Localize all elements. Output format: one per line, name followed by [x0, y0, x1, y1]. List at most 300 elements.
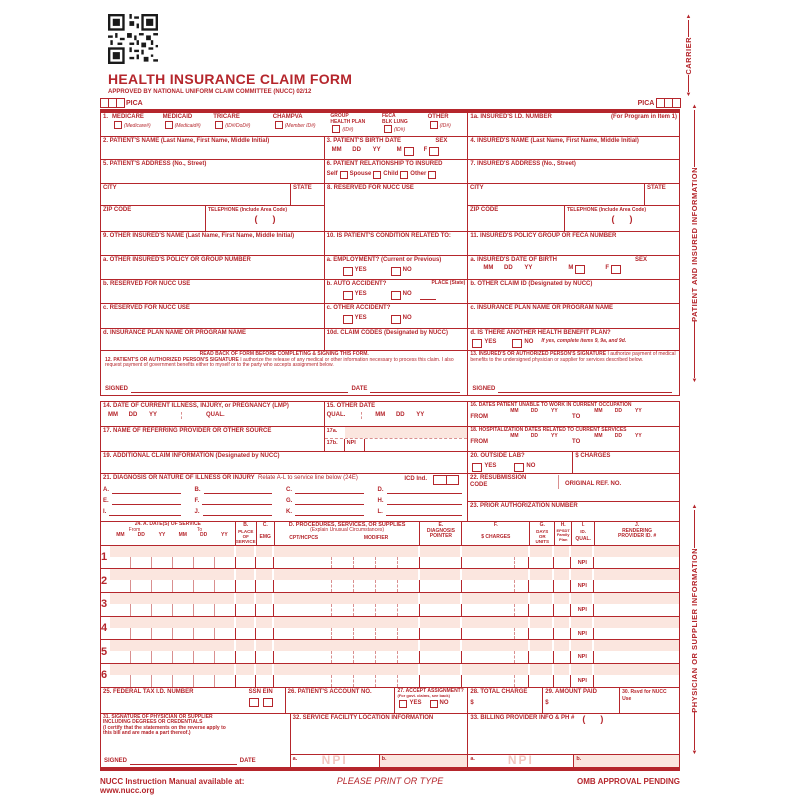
- place-state-label: PLACE (State): [431, 280, 466, 286]
- to-mdy: MM DD YY: [594, 407, 642, 414]
- box-1-insurance-type[interactable]: [101, 113, 468, 137]
- box-30-label: 30. Rsvd for NUCC Use: [622, 688, 667, 702]
- box-1a-label: 1a. INSURED'S I.D. NUMBER: [470, 114, 552, 120]
- service-line-shaded-half: [101, 664, 679, 675]
- diag-j: J.: [194, 508, 200, 515]
- box-10-condition: [325, 232, 469, 256]
- service-lines: [100, 546, 680, 688]
- service-line-shaded-half: [101, 546, 679, 557]
- box-11c-plan-name[interactable]: [468, 304, 680, 329]
- icd-ind-label: ICD Ind.: [404, 476, 427, 482]
- checkbox-10b-yes[interactable]: [343, 291, 353, 300]
- box-25-federal-tax-id[interactable]: [101, 688, 286, 714]
- physician-signature-line[interactable]: [130, 758, 237, 765]
- zip-label: ZIP CODE: [470, 207, 499, 213]
- box-9d-plan-name[interactable]: [101, 329, 325, 351]
- box-21-diagnosis: [101, 474, 468, 522]
- a-label: a.: [292, 755, 298, 762]
- box-9-label: 9. OTHER INSURED'S NAME (Last Name, First Name, Middle Initial): [103, 233, 295, 239]
- box-4-label: 4. INSURED'S NAME (Last Name, First Name, Middle Initial): [470, 138, 639, 144]
- service-line-shaded-half: [101, 640, 679, 651]
- pica-left: [100, 98, 143, 108]
- box-9-other-insured-name[interactable]: [101, 232, 325, 256]
- box-16-unable-to-work[interactable]: [468, 402, 680, 427]
- patient-zip-field[interactable]: [101, 206, 206, 232]
- checkbox-20-yes[interactable]: [472, 463, 482, 472]
- diag-a-line[interactable]: [112, 487, 181, 494]
- box-7-label: 7. INSURED'S ADDRESS (No., Street): [470, 161, 576, 167]
- box-15-other-date[interactable]: [325, 402, 469, 427]
- rel-other-label: Other: [410, 170, 427, 177]
- box-3-birth-date-sex[interactable]: [325, 137, 469, 160]
- checkbox-20-no[interactable]: [514, 463, 524, 472]
- dollar-sign: $: [545, 699, 549, 706]
- checkbox-feca[interactable]: [384, 125, 392, 133]
- date-label: DATE: [239, 757, 256, 764]
- service-line-number: 1: [101, 551, 108, 564]
- box-14-current-illness-date[interactable]: [101, 402, 325, 427]
- box-7-insured-address[interactable]: [468, 160, 680, 184]
- box-27-note: (For govt. claims, see back): [397, 693, 450, 699]
- service-line-entry-half[interactable]: [101, 557, 679, 569]
- box-31-physician-signature: [101, 714, 291, 768]
- diag-g-line[interactable]: [295, 498, 363, 505]
- place-state-line[interactable]: [420, 291, 436, 300]
- phone-parens: ( ): [611, 213, 633, 224]
- signed-label: SIGNED: [472, 386, 496, 392]
- service-line[interactable]: [101, 640, 679, 664]
- insured-phone-field[interactable]: [565, 206, 680, 232]
- box-22-code-label: CODE: [470, 481, 488, 488]
- plan-group-label2: HEALTH PLAN: [330, 118, 366, 125]
- city-label: CITY: [103, 185, 117, 191]
- col-e-diagnosis-pointer: E. DIAGNOSIS POINTER: [420, 522, 462, 546]
- service-line-shaded-half: [101, 617, 679, 628]
- box-33-billing-provider[interactable]: [468, 714, 680, 768]
- box-5-patient-address[interactable]: [101, 160, 325, 184]
- box-22-label: 22. RESUBMISSION: [470, 475, 527, 481]
- qr-code: [108, 14, 680, 69]
- box-33b-field[interactable]: [574, 755, 679, 767]
- service-line-entry-half[interactable]: [101, 628, 679, 640]
- box-21-label: 21. DIAGNOSIS OR NATURE OF ILLNESS OR INJURY: [103, 475, 255, 481]
- icd-ind-box[interactable]: [433, 475, 459, 485]
- box-17-referring-provider[interactable]: [101, 427, 325, 452]
- box-11a-insured-birth[interactable]: [468, 256, 680, 280]
- yes-label: YES: [354, 290, 367, 297]
- phone-parens: ( ): [582, 713, 604, 724]
- checkbox-champva[interactable]: [275, 121, 283, 129]
- service-line[interactable]: [101, 617, 679, 641]
- checkbox-medicaid[interactable]: [165, 121, 173, 129]
- checkbox-rel-spouse[interactable]: [373, 171, 381, 179]
- physician-supplier-margin: [690, 504, 699, 756]
- service-line[interactable]: [101, 593, 679, 617]
- diag-e-line[interactable]: [112, 498, 181, 505]
- box-11c-label: c. INSURANCE PLAN NAME OR PROGRAM NAME: [470, 305, 614, 311]
- arrow-down-icon: ▼: [691, 750, 698, 757]
- npi-label: NPI: [577, 583, 587, 590]
- carrier-margin: [684, 14, 693, 98]
- diag-i: I.: [103, 508, 107, 515]
- box-11b-other-claim-id[interactable]: [468, 280, 680, 304]
- box-2-patient-name[interactable]: [101, 137, 325, 160]
- col-c-emg: C. EMG: [257, 522, 275, 546]
- patient-city-field[interactable]: [101, 184, 291, 206]
- col-j-rendering-provider: J. RENDERING PROVIDER ID. #: [595, 522, 680, 546]
- box-22-original-ref[interactable]: [558, 475, 677, 489]
- omb-approval-note: OMB APPROVAL PENDING: [577, 776, 680, 786]
- box-11a-label: a. INSURED'S DATE OF BIRTH: [470, 257, 558, 263]
- box-1a-note: (For Program in Item 1): [610, 114, 677, 120]
- box-10a-employment: [325, 256, 469, 280]
- box-8-reserved[interactable]: [325, 184, 468, 232]
- box-17a-field[interactable]: [345, 427, 468, 438]
- diag-b-line[interactable]: [204, 487, 273, 494]
- pica-label: PICA: [125, 99, 143, 107]
- checkbox-rel-child[interactable]: [400, 171, 408, 179]
- plan-feca-sub: (ID#): [393, 127, 406, 133]
- box-11-policy-group[interactable]: [468, 232, 680, 256]
- yes-label: YES: [484, 338, 497, 345]
- box-27-accept-assignment: [395, 688, 468, 714]
- box-21-note: Relate A-L to service line below (24E): [258, 475, 358, 481]
- box-31-cert-text: (I certify that the statements on the reverse apply to this bill and are made a part thereof.): [103, 724, 226, 737]
- box-20-outside-lab: [468, 452, 680, 474]
- dates-of-service-label: DATE(S) OF SERVICE: [149, 522, 201, 527]
- service-line-entry-half[interactable]: [101, 604, 679, 616]
- margin-line: [694, 321, 695, 378]
- checkbox-group-health[interactable]: [332, 125, 340, 133]
- diag-i-line[interactable]: [109, 509, 180, 516]
- col-g-days-units: G. DAYS OR UNITS: [530, 522, 555, 546]
- diag-h-line[interactable]: [387, 498, 463, 505]
- diag-j-line[interactable]: [203, 509, 272, 516]
- patient-state-field[interactable]: [291, 184, 325, 206]
- box-10b-label: b. AUTO ACCIDENT?: [326, 281, 387, 287]
- col-f-charges: F. $ CHARGES: [462, 522, 530, 546]
- box-9b-reserved[interactable]: [101, 280, 325, 304]
- box-10c-other-accident: [325, 304, 469, 329]
- plan-medicaid-label: MEDICAID: [162, 114, 193, 120]
- signed-label: SIGNED: [105, 386, 129, 392]
- checkbox-11a-f[interactable]: [611, 265, 621, 274]
- box-10d-claim-codes[interactable]: [325, 329, 469, 351]
- box-9d-label: d. INSURANCE PLAN NAME OR PROGRAM NAME: [103, 330, 247, 336]
- patient-signature-line[interactable]: [131, 386, 348, 393]
- box-23-label: 23. PRIOR AUTHORIZATION NUMBER: [470, 503, 578, 509]
- box-26-patient-account[interactable]: [286, 688, 396, 714]
- box-17a-label: 17a.: [326, 428, 338, 434]
- margin-line: [694, 712, 695, 750]
- box-19-additional-info[interactable]: [101, 452, 468, 474]
- service-line-number: 6: [101, 669, 108, 682]
- plan-tricare-sub: (ID#/DoD#): [225, 122, 251, 129]
- box-9b-label: b. RESERVED FOR NUCC USE: [103, 281, 191, 287]
- checkbox-ein[interactable]: [263, 698, 273, 707]
- box-10b-auto-accident: [325, 280, 469, 304]
- b-label: b.: [576, 755, 582, 762]
- checkbox-rel-other[interactable]: [428, 171, 436, 179]
- margin-line: [694, 110, 695, 167]
- pica-right: [638, 98, 680, 108]
- arrow-down-icon: ▼: [691, 378, 698, 384]
- date-label: DATE: [351, 386, 368, 392]
- box-1a-insured-id[interactable]: [468, 113, 680, 137]
- plan-medicare-label: MEDICARE: [111, 114, 144, 120]
- patient-insured-margin: [690, 104, 699, 384]
- charges-label: $ CHARGES: [575, 453, 611, 459]
- to-label: TO: [572, 439, 581, 445]
- service-line-shaded-half: [101, 569, 679, 580]
- box-32-label: 32. SERVICE FACILITY LOCATION INFORMATION: [292, 714, 434, 721]
- box-2-label: 2. PATIENT'S NAME (Last Name, First Name, Middle Initial): [103, 138, 270, 144]
- service-line-entry-half[interactable]: [101, 675, 679, 687]
- box-10a-label: a. EMPLOYMENT? (Current or Previous): [326, 257, 442, 263]
- to-label: TO: [572, 414, 581, 420]
- box-32b-field[interactable]: [380, 755, 468, 767]
- service-line[interactable]: [101, 569, 679, 593]
- diag-f: F.: [194, 497, 200, 504]
- checkbox-sex-f[interactable]: [429, 147, 439, 156]
- service-line-number: 3: [101, 598, 108, 611]
- box-28-label: 28. TOTAL CHARGE: [470, 688, 528, 695]
- readback-line: READ BACK OF FORM BEFORE COMPLETING & SIGNING THIS FORM.: [199, 351, 369, 357]
- box-13-insured-signature: [468, 351, 680, 396]
- diag-c: C.: [286, 486, 292, 493]
- checkbox-rel-self[interactable]: [340, 171, 348, 179]
- checkbox-10b-no[interactable]: [391, 291, 401, 300]
- box-29-label: 29. AMOUNT PAID: [545, 688, 597, 695]
- rel-child-label: Child: [383, 170, 399, 177]
- diag-b: B.: [194, 486, 201, 493]
- npi-label: NPI: [577, 677, 587, 684]
- modifier-label: MODIFIER: [363, 534, 389, 541]
- checkbox-ssn[interactable]: [249, 698, 259, 707]
- rel-spouse-label: Spouse: [349, 170, 372, 177]
- box-10-label: 10. IS PATIENT'S CONDITION RELATED TO:: [326, 233, 451, 239]
- plan-group-label: GROUP: [330, 113, 349, 119]
- checkbox-10c-no[interactable]: [391, 315, 401, 324]
- checkbox-medicare[interactable]: [114, 121, 122, 129]
- patient-signature-date-line[interactable]: [370, 386, 460, 393]
- arrow-down-icon: ▼: [685, 92, 692, 99]
- from-mdy: MM DD YY: [510, 432, 558, 439]
- from-label: FROM: [470, 439, 489, 445]
- service-line[interactable]: [101, 546, 679, 570]
- service-line-entry-half[interactable]: [101, 580, 679, 592]
- npi-label: NPI: [577, 654, 587, 661]
- box-18-hospitalization[interactable]: [468, 427, 680, 452]
- dollar-sign: $: [470, 699, 474, 706]
- no-label: NO: [439, 699, 449, 706]
- box-9a-label: a. OTHER INSURED'S POLICY OR GROUP NUMBER: [103, 257, 251, 263]
- box-13-label: 13. INSURED'S OR AUTHORIZED PERSON'S SIGNATURE: [470, 351, 607, 357]
- yes-label: YES: [484, 462, 497, 469]
- service-line-number: 5: [101, 645, 108, 658]
- state-label: STATE: [293, 185, 312, 191]
- npi-watermark: NPI: [507, 752, 534, 767]
- diag-f-line[interactable]: [202, 498, 272, 505]
- plan-champva-sub: (Member ID#): [284, 122, 316, 129]
- box-6-relationship[interactable]: [325, 160, 469, 184]
- diag-l-line[interactable]: [386, 509, 462, 516]
- yes-label: YES: [354, 314, 367, 321]
- no-label: NO: [526, 462, 536, 469]
- margin-line: [688, 75, 689, 92]
- original-ref-label: ORIGINAL REF. NO.: [565, 481, 622, 487]
- service-line-number: 4: [101, 622, 108, 635]
- box-17-label: 17. NAME OF REFERRING PROVIDER OR OTHER SOURCE: [103, 428, 272, 434]
- no-label: NO: [402, 290, 412, 297]
- to-col-label: To: [196, 526, 203, 533]
- checkbox-10a-yes[interactable]: [343, 267, 353, 276]
- box-12-patient-signature: [101, 351, 468, 396]
- sex-label: SEX: [634, 257, 647, 263]
- checkbox-27-no[interactable]: [430, 700, 438, 708]
- a-label: a.: [470, 755, 475, 762]
- box-11d-other-plan: [468, 329, 680, 351]
- plan-group-sub: (ID#): [342, 127, 354, 133]
- insured-zip-field[interactable]: [468, 206, 565, 232]
- box-12-text: I authorize the release of any medical or other information necessary to process this claim. I also request payment of government benefits either to myself or to the party who accepts assignment below.: [105, 356, 454, 368]
- checkbox-11d-no[interactable]: [512, 339, 522, 348]
- box-4-insured-name[interactable]: [468, 137, 680, 160]
- box-32-service-facility[interactable]: [291, 714, 469, 768]
- checkbox-other[interactable]: [430, 121, 438, 129]
- col-h-epsdt: H. EPSDT Family Plan: [555, 522, 572, 546]
- diag-a: A.: [103, 486, 109, 493]
- box-30-rsvd-nucc[interactable]: [620, 688, 680, 714]
- diag-k: K.: [286, 508, 292, 515]
- cpt-hcpcs-label: CPT/HCPCS: [289, 534, 319, 541]
- margin-line: [688, 20, 689, 37]
- box-22-resubmission[interactable]: [468, 474, 680, 502]
- service-table-header: [100, 522, 680, 546]
- service-line[interactable]: [101, 664, 679, 688]
- box-27-label: 27. ACCEPT ASSIGNMENT?: [397, 687, 464, 694]
- telephone-label: TELEPHONE (Include Area Code): [208, 207, 287, 213]
- physician-supplier-label: PHYSICIAN OR SUPPLIER INFORMATION: [690, 547, 699, 713]
- checkbox-11d-yes[interactable]: [472, 339, 482, 348]
- plan-feca-label2: BLK LUNG: [381, 118, 408, 125]
- box-31-label: 31. SIGNATURE OF PHYSICIAN OR SUPPLIER INCLUDING DEGREES OR CREDENTIALS: [103, 713, 213, 726]
- b-label: b.: [381, 755, 387, 762]
- zip-label: ZIP CODE: [103, 207, 132, 213]
- box-17b-label: 17b.: [325, 439, 345, 451]
- diag-d-line[interactable]: [387, 487, 463, 494]
- diag-c-line[interactable]: [295, 487, 364, 494]
- insured-signature-line[interactable]: [498, 386, 672, 393]
- qual-label: QUAL.: [326, 411, 346, 418]
- checkbox-sex-m[interactable]: [404, 147, 414, 156]
- box-28-total-charge[interactable]: [468, 688, 543, 714]
- no-label: NO: [402, 314, 412, 321]
- box-6-label: 6. PATIENT RELATIONSHIP TO INSURED: [326, 161, 443, 167]
- qual-label: QUAL.: [181, 412, 225, 419]
- pica-box[interactable]: [116, 98, 125, 108]
- checkbox-11a-m[interactable]: [575, 265, 585, 274]
- box-25-label: 25. FEDERAL TAX I.D. NUMBER: [103, 688, 194, 695]
- telephone-label: TELEPHONE (Include Area Code): [567, 207, 646, 213]
- box-9c-label: c. RESERVED FOR NUCC USE: [103, 305, 190, 311]
- city-label: CITY: [470, 185, 484, 191]
- checkbox-27-yes[interactable]: [399, 700, 407, 708]
- insured-city-field[interactable]: [468, 184, 645, 206]
- col-d-procedures: D. PROCEDURES, SERVICES, OR SUPPLIES (Explain Unusual Circumstances) CPT/HCPCS MODIFIER: [275, 522, 421, 546]
- box-8-label: 8. RESERVED FOR NUCC USE: [327, 185, 414, 191]
- box-16-label: 16. DATES PATIENT UNABLE TO WORK IN CURRENT OCCUPATION: [470, 402, 632, 408]
- ein-label: EIN: [262, 688, 273, 695]
- to-mdy: MM DD YY: [594, 432, 642, 439]
- box-20-label: 20. OUTSIDE LAB?: [470, 453, 525, 459]
- form-title: HEALTH INSURANCE CLAIM FORM: [108, 71, 353, 87]
- patient-phone-field[interactable]: [206, 206, 325, 232]
- arrow-up-icon: ▲: [691, 104, 698, 110]
- insured-state-field[interactable]: [645, 184, 680, 206]
- diag-k-line[interactable]: [295, 509, 364, 516]
- diag-g: G.: [286, 497, 293, 504]
- npi-label: NPI: [345, 439, 365, 451]
- arrow-up-icon: ▲: [685, 14, 692, 20]
- arrow-up-icon: ▲: [691, 504, 698, 510]
- box-24a-number: 24. A.: [134, 522, 149, 527]
- from-label: FROM: [470, 414, 489, 420]
- diag-h: H.: [377, 497, 384, 504]
- npi-label: NPI: [577, 630, 587, 637]
- box-33a-npi-field[interactable]: [468, 752, 574, 767]
- from-mdy: MM DD YY: [510, 407, 558, 414]
- box-11b-label: b. OTHER CLAIM ID (Designated by NUCC): [470, 281, 593, 287]
- box-9a-policy-number[interactable]: [101, 256, 325, 280]
- illness-mdy: MM DD YY: [108, 411, 157, 418]
- box-23-prior-auth[interactable]: [468, 502, 680, 522]
- insured-birth-mdy: MM DD YY: [483, 264, 533, 271]
- date-subheaders: MM DD YY MM DD YY: [116, 532, 228, 539]
- sex-f-label: F: [605, 264, 610, 271]
- nucc-manual-note: NUCC Instruction Manual available at: www.nucc.org: [100, 776, 245, 795]
- npi-label: NPI: [577, 559, 587, 566]
- checkbox-tricare[interactable]: [215, 121, 223, 129]
- service-line-entry-half[interactable]: [101, 651, 679, 663]
- box-17b-field[interactable]: [365, 439, 468, 451]
- sex-m-label: M: [568, 264, 574, 271]
- pica-box[interactable]: [672, 98, 681, 108]
- checkbox-10c-yes[interactable]: [343, 315, 353, 324]
- rel-self-label: Self: [326, 170, 338, 177]
- service-line-shaded-half: [101, 593, 679, 604]
- checkbox-10a-no[interactable]: [391, 267, 401, 276]
- box-13-text: I authorize payment of medical benefits to the undersigned physician or supplier for services described below.: [470, 351, 676, 363]
- diag-l: L.: [377, 508, 383, 515]
- diag-d: D.: [377, 486, 384, 493]
- box-12-label: 12. PATIENT'S OR AUTHORIZED PERSON'S SIGNATURE: [105, 356, 239, 363]
- yes-label: YES: [409, 699, 422, 706]
- state-label: STATE: [647, 185, 666, 191]
- box-20-charges-field[interactable]: [572, 452, 679, 473]
- box-3-label: 3. PATIENT'S BIRTH DATE: [326, 138, 402, 144]
- plan-other-label: OTHER: [427, 114, 449, 120]
- signed-label: SIGNED: [104, 757, 128, 764]
- other-date-mdy: MM DD YY: [361, 412, 430, 419]
- box-9c-reserved[interactable]: [101, 304, 325, 329]
- approved-line: APPROVED BY NATIONAL UNIFORM CLAIM COMMITTEE (NUCC) 02/12: [108, 89, 312, 95]
- box-29-amount-paid[interactable]: [543, 688, 620, 714]
- sex-label: SEX: [435, 138, 448, 144]
- box-11d-label: d. IS THERE ANOTHER HEALTH BENEFIT PLAN?: [470, 330, 611, 336]
- patient-insured-label: PATIENT AND INSURED INFORMATION: [690, 166, 699, 322]
- box-32a-npi-field[interactable]: [291, 752, 380, 767]
